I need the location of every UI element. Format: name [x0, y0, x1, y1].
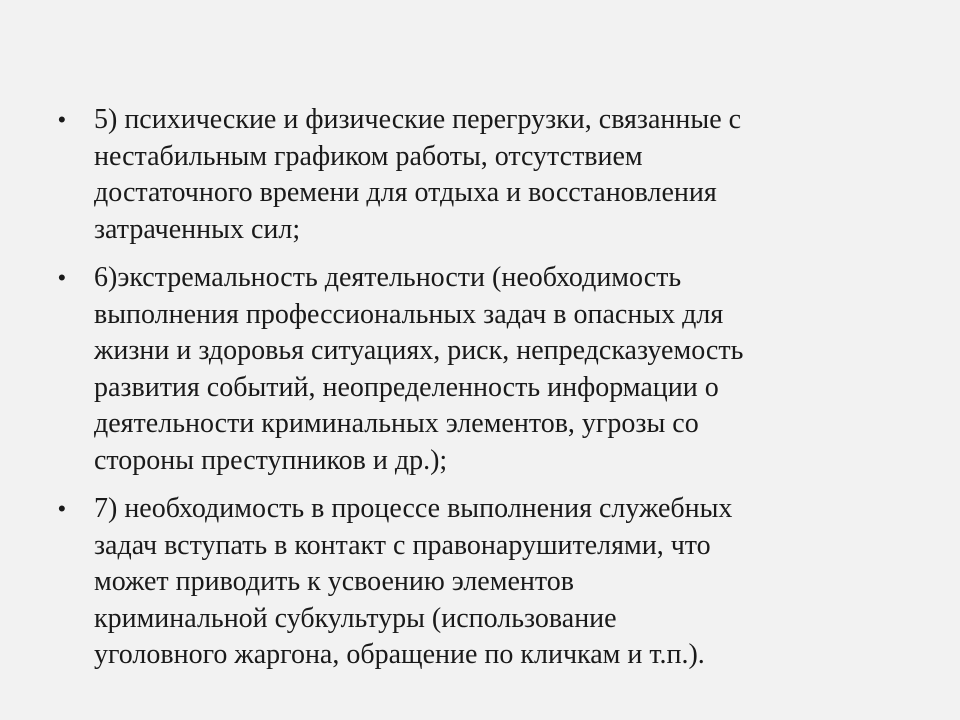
bullet-text-line: криминальной субкультуры (использование [94, 602, 617, 634]
bullet-text-line: развития событий, неопределенность информации о [94, 371, 719, 403]
bullet-item-7 [58, 491, 898, 674]
bullet-dot-icon: • [58, 496, 66, 521]
bullet-text-line: достаточного времени для отдыха и восстановления [94, 177, 717, 208]
bullet-dot-icon: • [58, 107, 66, 132]
bullet-text-line: затраченных сил; [94, 213, 301, 245]
bullet-text-line: задач вступать в контакт с правонарушителями, что [94, 529, 711, 561]
bullet-text-line: выполнения профессиональных задач в опасных для [94, 298, 724, 330]
bullet-item-5 [58, 102, 898, 248]
bullet-text-line: 6)экстремальность деятельности (необходимость [94, 262, 682, 293]
bullet-text-line: нестабильным графиком работы, отсутствием [94, 140, 643, 172]
bullet-dot-icon: • [58, 265, 66, 290]
bullet-text-line: может приводить к усвоению элементов [94, 566, 574, 597]
bullet-text-line: деятельности криминальных элементов, угрозы со [94, 408, 699, 439]
bullet-text-line: жизни и здоровья ситуациях, риск, непредсказуемость [94, 335, 744, 366]
bullet-item-6 [58, 260, 898, 479]
bullet-text-line: уголовного жаргона, обращение по кличкам и т.п.). [94, 639, 705, 670]
bullet-text-line: 7) необходимость в процессе выполнения служебных [94, 493, 733, 524]
bullet-text-line: стороны преступников и др.); [94, 444, 448, 476]
bullet-list [58, 102, 898, 686]
bullet-text-line: 5) психические и физические перегрузки, связанные с [94, 104, 742, 135]
